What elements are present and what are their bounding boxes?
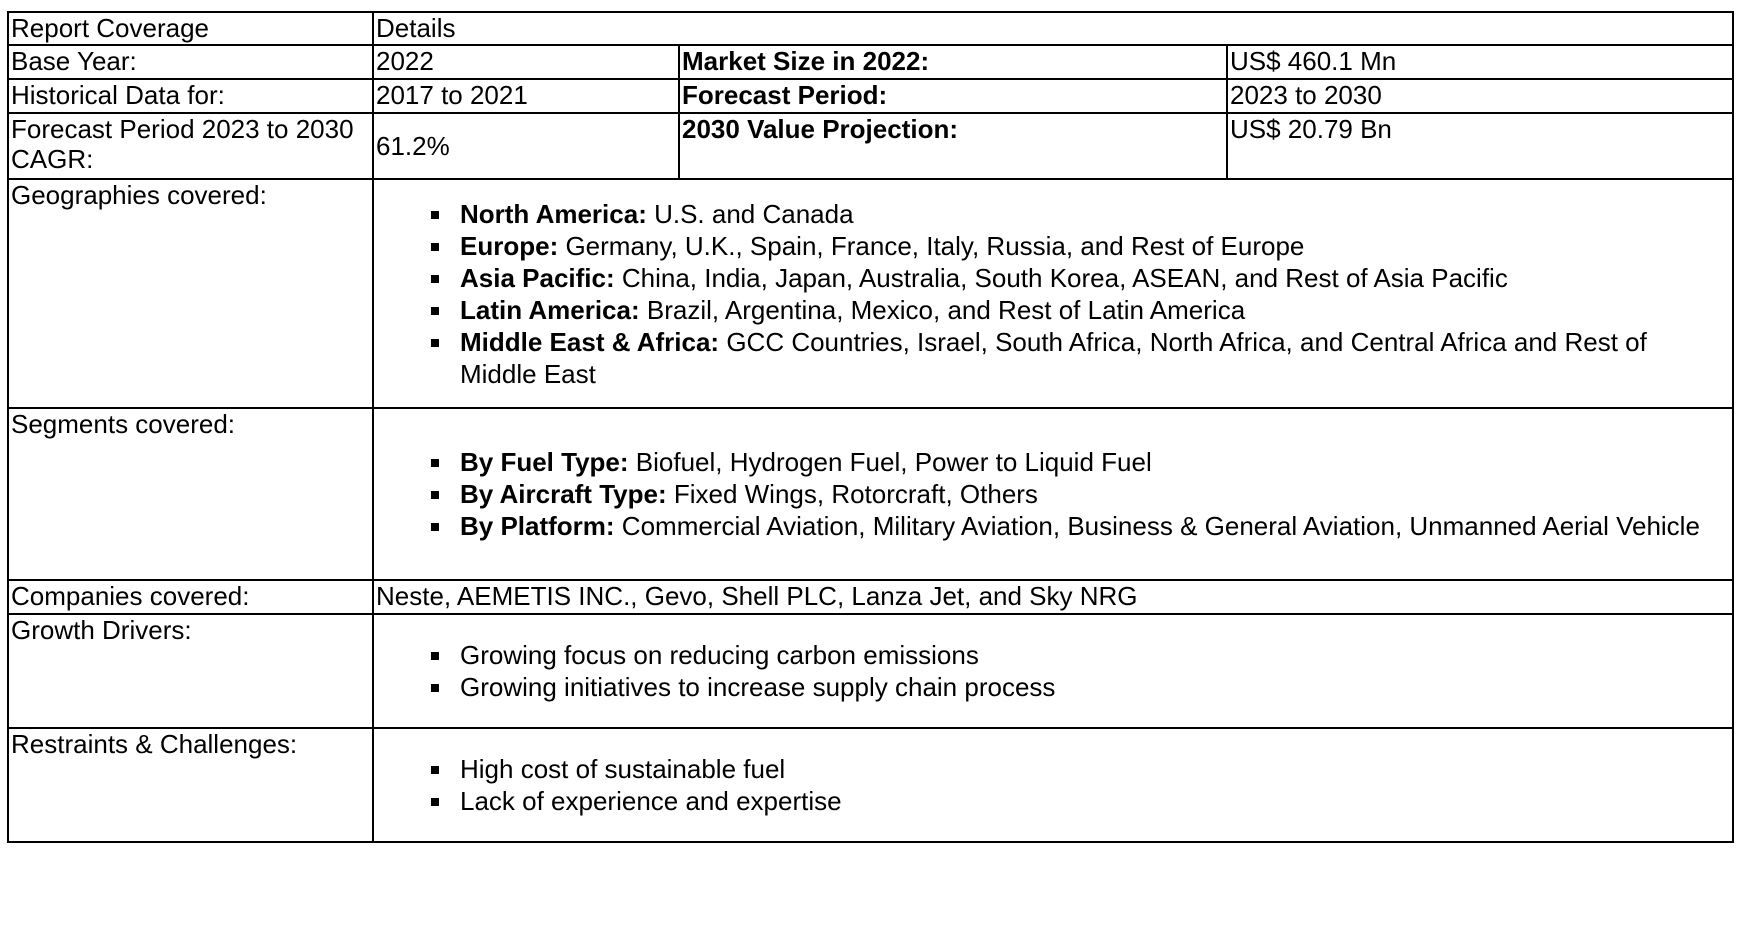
segment-name: By Aircraft Type:	[460, 479, 667, 509]
region-name: North America:	[460, 198, 647, 229]
growth-drivers-list	[376, 639, 1730, 703]
header-row	[8, 12, 1733, 45]
cagr-value: 61.2%	[373, 113, 679, 179]
table-row-segments	[8, 408, 1733, 580]
list-item	[460, 230, 1730, 262]
list-item	[460, 510, 1730, 542]
list-item	[460, 326, 1730, 390]
region-name: Middle East & Africa:	[460, 326, 720, 357]
list-item: Lack of experience and expertise	[460, 785, 1730, 817]
region-name: Europe:	[460, 230, 559, 261]
segment-values: Fixed Wings, Rotorcraft, Others	[666, 479, 1038, 509]
segment-values: Commercial Aviation, Military Aviation, Business & General Aviation, Unmanned Aerial Vehicle	[614, 511, 1700, 541]
base-year-value: 2022	[373, 45, 679, 79]
geographies-list	[376, 198, 1730, 390]
header-details: Details	[373, 12, 1733, 45]
table-row-base-year	[8, 45, 1733, 79]
value-projection-label: 2030 Value Projection:	[679, 113, 1227, 179]
table-row-historical	[8, 79, 1733, 113]
forecast-period-value: 2023 to 2030	[1227, 79, 1733, 113]
base-year-label: Base Year:	[8, 45, 373, 79]
list-item: Growing focus on reducing carbon emissions	[460, 639, 1730, 671]
geographies-label: Geographies covered:	[8, 179, 373, 408]
region-countries: China, India, Japan, Australia, South Korea, ASEAN, and Rest of Asia Pacific	[614, 262, 1508, 293]
region-countries: Germany, U.K., Spain, France, Italy, Russia, and Rest of Europe	[558, 230, 1305, 261]
market-size-value: US$ 460.1 Mn	[1227, 45, 1733, 79]
historical-data-value: 2017 to 2021	[373, 79, 679, 113]
segment-name: By Platform:	[460, 511, 615, 541]
segment-name: By Fuel Type:	[460, 447, 629, 477]
list-item	[460, 478, 1730, 510]
list-item	[460, 294, 1730, 326]
header-report-coverage: Report Coverage	[8, 12, 373, 45]
growth-drivers-label: Growth Drivers:	[8, 614, 373, 728]
market-size-label: Market Size in 2022:	[679, 45, 1227, 79]
forecast-period-label: Forecast Period:	[679, 79, 1227, 113]
region-countries: Brazil, Argentina, Mexico, and Rest of Latin America	[639, 294, 1246, 325]
list-item: Growing initiatives to increase supply chain process	[460, 671, 1730, 703]
table-row-cagr	[8, 113, 1733, 179]
report-coverage-table	[7, 11, 1734, 843]
companies-label: Companies covered:	[8, 580, 373, 614]
region-name: Latin America:	[460, 294, 640, 325]
restraints-list	[376, 753, 1730, 817]
region-countries: GCC Countries, Israel, South Africa, North Africa, and Central Africa and Rest of Middle East	[460, 326, 1647, 389]
geographies-cell	[373, 179, 1733, 408]
table-row-geographies	[8, 179, 1733, 408]
list-item: High cost of sustainable fuel	[460, 753, 1730, 785]
region-name: Asia Pacific:	[460, 262, 615, 293]
historical-data-label: Historical Data for:	[8, 79, 373, 113]
restraints-cell	[373, 728, 1733, 842]
segments-cell	[373, 408, 1733, 580]
cagr-label: Forecast Period 2023 to 2030 CAGR:	[8, 113, 373, 179]
list-item	[460, 446, 1730, 478]
restraints-label: Restraints & Challenges:	[8, 728, 373, 842]
segments-label: Segments covered:	[8, 408, 373, 580]
table-row-growth-drivers	[8, 614, 1733, 728]
value-projection-value: US$ 20.79 Bn	[1227, 113, 1733, 179]
segments-list	[376, 446, 1730, 542]
table-row-companies	[8, 580, 1733, 614]
segment-values: Biofuel, Hydrogen Fuel, Power to Liquid Fuel	[628, 447, 1152, 477]
list-item	[460, 198, 1730, 230]
table-row-restraints	[8, 728, 1733, 842]
companies-value: Neste, AEMETIS INC., Gevo, Shell PLC, Lanza Jet, and Sky NRG	[373, 580, 1733, 614]
growth-drivers-cell	[373, 614, 1733, 728]
region-countries: U.S. and Canada	[646, 198, 854, 229]
list-item	[460, 262, 1730, 294]
